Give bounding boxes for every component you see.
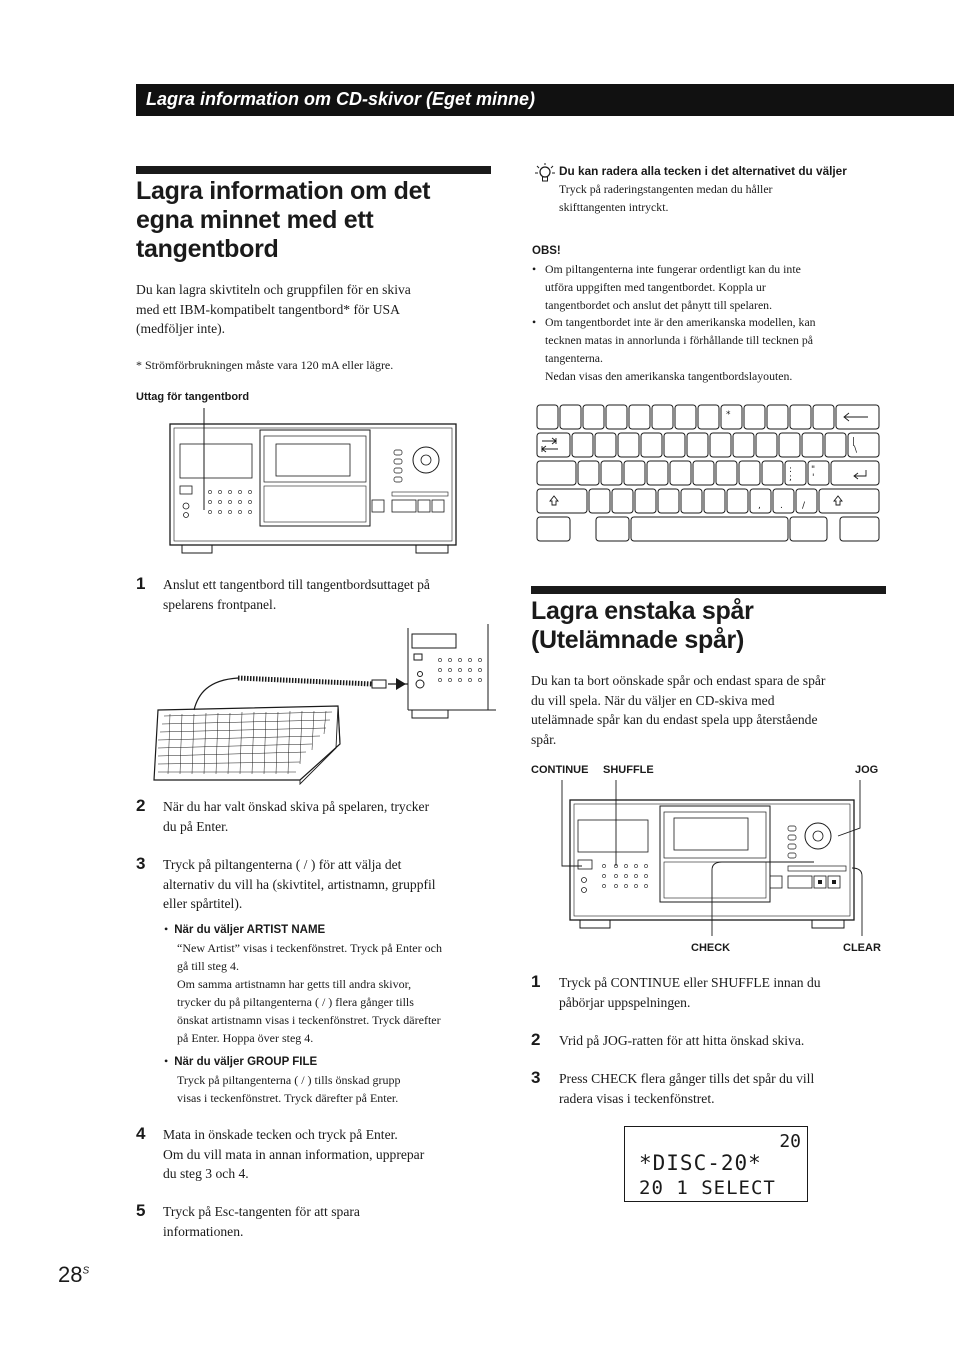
footnote: * Strömförbrukningen måste vara 120 mA eller lägre. (136, 358, 394, 372)
svg-text:\: \ (854, 445, 858, 455)
step-4-text (163, 1125, 424, 1184)
keyboard-jack-label: Uttag för tangentbord (136, 391, 250, 403)
intro-line: Du kan ta bort oönskade spår och endast spara de spår (531, 673, 826, 688)
label-check: CHECK (691, 942, 731, 954)
page-number-value: 28 (58, 1262, 83, 1287)
step-2-text (163, 797, 429, 836)
svg-text:|: | (852, 437, 856, 447)
step-line: Om du vill mata in annan information, upprepar (163, 1146, 425, 1162)
step-line: spelarens frontpanel. (163, 596, 277, 612)
us-keyboard-layout-illustration (536, 404, 882, 542)
page-number (58, 1262, 89, 1288)
step-number: 2 (531, 1030, 541, 1049)
label-jog: JOG (855, 764, 879, 776)
intro-paragraph (136, 280, 411, 339)
page-title-line: egna minnet med ett (136, 206, 374, 234)
step-5-text (163, 1202, 360, 1241)
bullet-heading: När du väljer GROUP FILE (174, 1056, 318, 1068)
display-disc-line: *DISC-20* (639, 1151, 762, 1175)
page-number-suffix: S (82, 1265, 90, 1277)
step-line: du på Enter. (163, 818, 229, 834)
page-title-line: tangentbord (136, 235, 279, 263)
intro-line: (medföljer inte). (136, 321, 226, 336)
intro-line: utelämnade spår kan du endast spela upp återstående (531, 712, 818, 727)
section-header-bar (136, 84, 954, 116)
note-line: tangenterna. (545, 350, 603, 365)
intro-line: spår. (531, 731, 557, 747)
section-header-title: Lagra information om CD-skivor (Eget minne) (146, 89, 536, 109)
intro-line: du vill spela. När du väljer en CD-skiva med (531, 692, 775, 708)
label-shuffle: SHUFFLE (603, 764, 654, 776)
step-line: Tryck på CONTINUE eller SHUFFLE innan du (559, 975, 821, 990)
bullet-line: på Enter. Hoppa över steg 4. (177, 1031, 314, 1045)
note-heading: OBS! (532, 245, 561, 257)
bullet-line: gå till steg 4. (177, 959, 239, 973)
section-2-step-3-text (559, 1069, 814, 1108)
step-1-text (163, 575, 430, 614)
note-line: Nedan visas den amerikanska tangentbordslayouten. (545, 368, 793, 383)
step-line: När du har valt önskad skiva på spelaren, trycker (163, 799, 430, 814)
tip-text (559, 181, 772, 217)
step-number: 1 (136, 574, 146, 593)
step-3-text (163, 855, 436, 914)
page-title (136, 177, 430, 264)
section-2-step-1-text (559, 973, 821, 1012)
svg-text:/: / (802, 501, 806, 511)
bullet-line: önskat artistnamn visas i teckenfönstret. Tryck därefter (177, 1013, 441, 1027)
section-2-rule (531, 586, 886, 594)
note-line: utföra uppgiften med tangentbordet. Koppla ur (545, 279, 766, 294)
bullet-group-file: • När du väljer GROUP FILE Tryck på piltangenterna ( / ) tills önskad grupp visas i teckenfönstret. Tryck därefter på Enter. (164, 1054, 401, 1105)
step-number: 2 (136, 796, 146, 815)
tip-lightbulb-icon (534, 162, 556, 184)
svg-text:": " (811, 465, 816, 475)
step-line: du steg 3 och 4. (163, 1166, 249, 1181)
tip-line: Tryck på raderingstangenten medan du håller (559, 182, 773, 196)
intro-line: med ett IBM-kompatibelt tangentbord* för USA (136, 301, 400, 317)
svg-text::: : (789, 465, 793, 475)
section-2-title-line: Lagra enstaka spår (531, 597, 754, 625)
step-line: Vrid på JOG-ratten för att hitta önskad skiva. (559, 1033, 805, 1048)
step-line: Anslut ett tangentbord till tangentbordsuttaget på (163, 577, 430, 592)
step-line: Tryck på Esc-tangenten för att spara (163, 1204, 360, 1219)
tip-line: skifttangenten intryckt. (559, 199, 669, 214)
step-line: eller spårtitel). (163, 896, 243, 911)
step-line: informationen. (163, 1223, 244, 1239)
bullet-line: Om samma artistnamn har getts till andra skivor, (177, 977, 412, 991)
cd-player-controls-illustration (556, 776, 876, 936)
step-line: Mata in önskade tecken och tryck på Enter. (163, 1127, 398, 1142)
display-select-line: 20 1 SELECT (639, 1177, 776, 1199)
label-clear: CLEAR (843, 942, 881, 954)
intro-line: Du kan lagra skivtiteln och gruppfilen för en skiva (136, 282, 411, 297)
display-top-value: 20 (779, 1131, 801, 1152)
step-number: 3 (531, 1068, 541, 1087)
section-2-step-2-text (559, 1031, 804, 1051)
step-number: 5 (136, 1201, 146, 1220)
section-2-intro (531, 671, 825, 749)
bullet-line: trycker du på piltangenterna ( / ) flera gånger tills (177, 995, 414, 1009)
label-continue: CONTINUE (531, 764, 589, 776)
svg-text:;: ; (789, 473, 793, 483)
bullet-line: Tryck på piltangenterna ( / ) tills önskad grupp (177, 1073, 401, 1087)
step-line: Press CHECK flera gånger tills det spår du vill (559, 1071, 815, 1086)
keyboard-connection-illustration (150, 624, 500, 784)
step-line: radera visas i teckenfönstret. (559, 1090, 715, 1106)
svg-text:.: . (780, 501, 783, 511)
bullet-line: visas i teckenfönstret. Tryck därefter på Enter. (177, 1091, 399, 1105)
bullet-line: “New Artist” visas i teckenfönstret. Tryck på Enter och (177, 941, 442, 955)
step-number: 4 (136, 1124, 146, 1143)
title-rule (136, 166, 491, 174)
step-line: påbörjar uppspelningen. (559, 994, 691, 1010)
note-list: • Om piltangenterna inte fungerar ordentligt kan du inte utföra uppgiften med tangentbordet. Koppla ur tangentbordet och anslut det pånytt till spelaren. • Om tangentbordet inte är den amerikanska modellen, kan tecknen matas in annorlunda i förhållande till tecknen på tangenterna. Nedan visas den amerikanska tangentbordslayouten. (532, 261, 816, 386)
section-2-title-line: (Utelämnade spår) (531, 626, 745, 654)
page-title-line: Lagra information om det (136, 177, 431, 205)
note-line: Om tangentbordet inte är den amerikanska modellen, kan (545, 315, 816, 330)
step-line: Tryck på piltangenterna ( / ) för att välja det (163, 857, 402, 872)
section-2-title (531, 597, 754, 655)
tip-heading: Du kan radera alla tecken i det alternativet du väljer (559, 164, 847, 178)
note-line: Om piltangenterna inte fungerar ordentligt kan du inte (545, 262, 801, 276)
bullet-heading: När du väljer ARTIST NAME (174, 924, 326, 936)
step-number: 1 (531, 972, 541, 991)
step-line: alternativ du vill ha (skivtitel, artistnamn, gruppfil (163, 876, 436, 892)
bullet-artist-name: • När du väljer ARTIST NAME “New Artist” visas i teckenfönstret. Tryck på Enter och gå till steg 4. Om samma artistnamn har getts till andra skivor, trycker du på piltangenterna ( / ) flera gånger tills önskat artistnamn visas i teckenfönstret. Tryck därefter på Enter. Hoppa över steg 4. (164, 922, 442, 1045)
display-window (624, 1126, 808, 1202)
note-line: tangentbordet och anslut det pånytt till spelaren. (545, 297, 773, 312)
svg-text:,: , (758, 501, 761, 511)
cd-player-front-illustration (160, 400, 470, 560)
note-line: tecknen matas in annorlunda i förhållande till tecknen på (545, 333, 813, 348)
svg-text:*: * (726, 410, 731, 420)
svg-text:': ' (812, 473, 815, 483)
step-number: 3 (136, 854, 146, 873)
